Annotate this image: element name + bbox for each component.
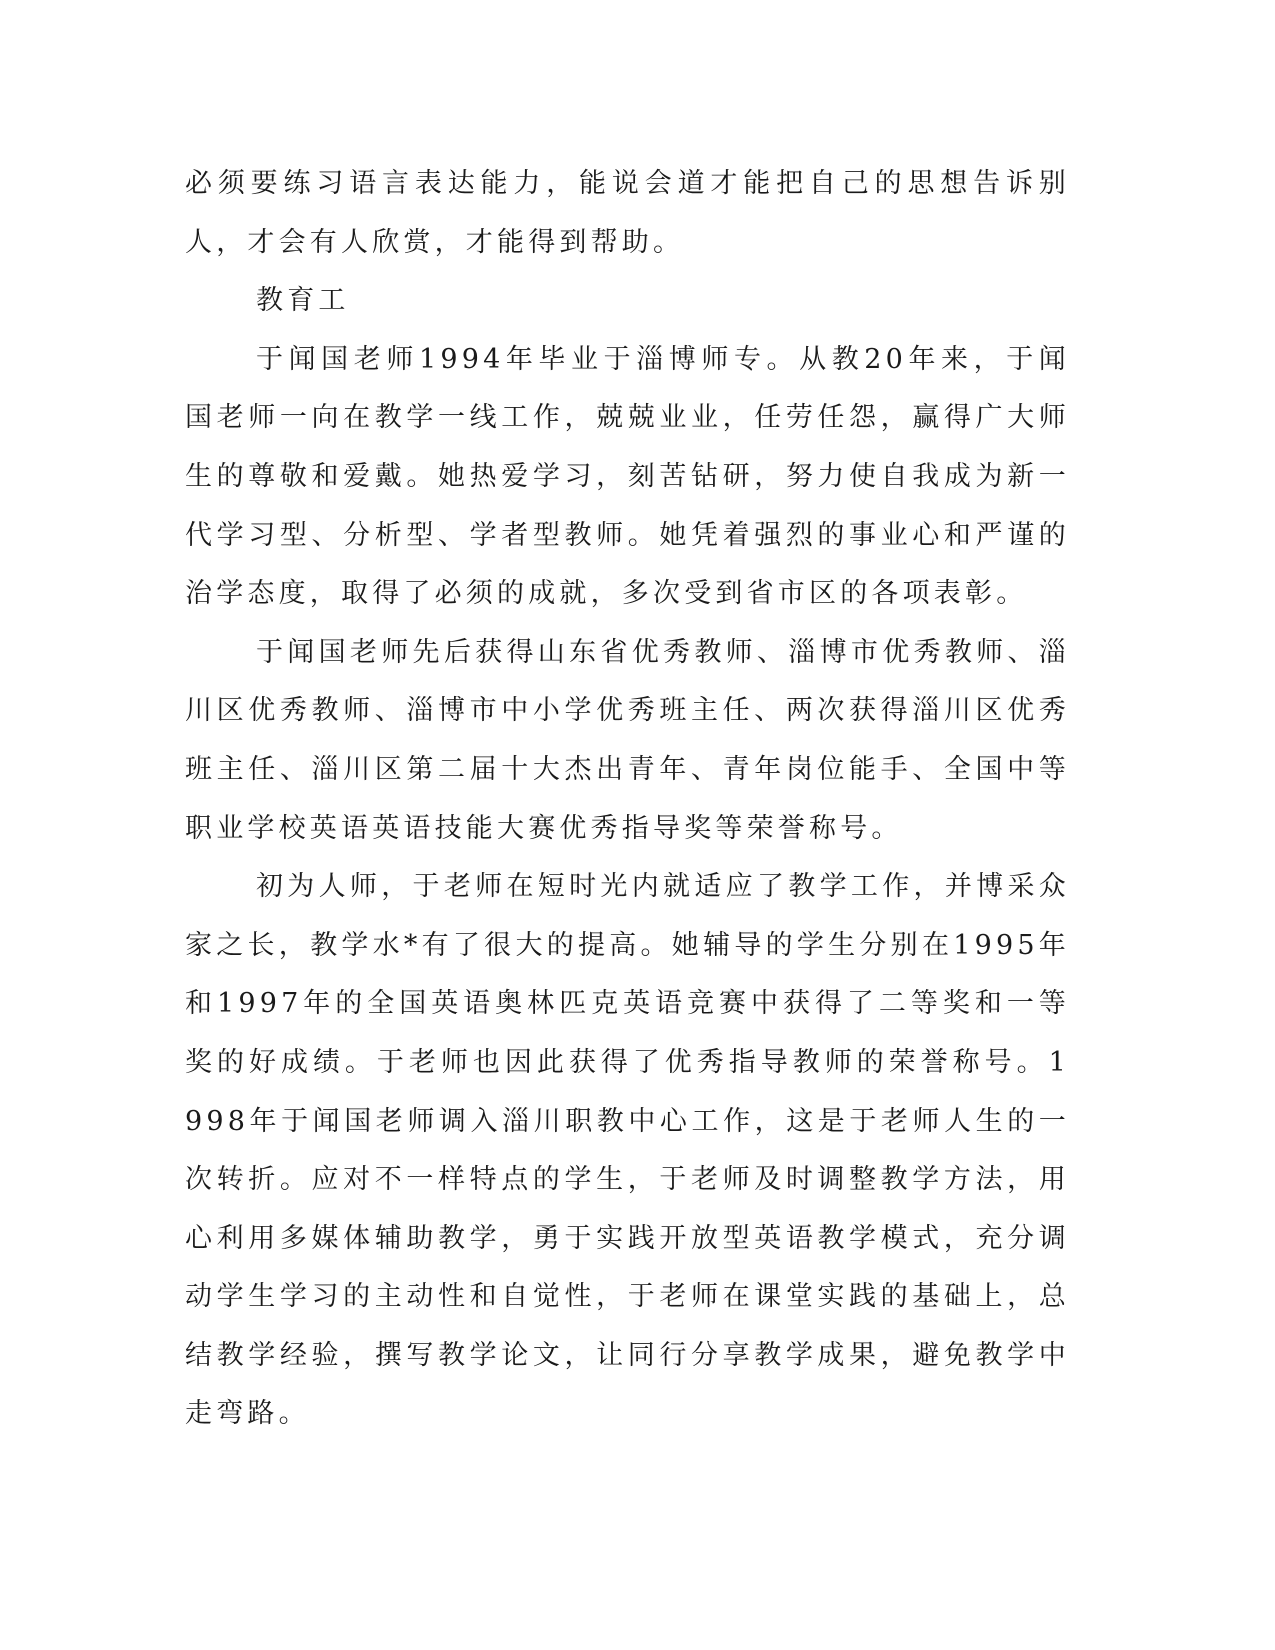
paragraph-intro: 于闻国老师1994年毕业于淄博师专。从教20年来，于闻国老师一向在教学一线工作，兢兢业业，任劳任怨，赢得广大师生的尊敬和爱戴。她热爱学习，刻苦钻研，努力使自我成为新一代学习型、分析型、学者型教师。她凭着强烈的事业心和严谨的治学态度，取得了必须的成就，多次受到省市区的各项表彰。 bbox=[185, 343, 1070, 610]
paragraph-continued: 必须要练习语言表达能力，能说会道才能把自己的思想告诉别人，才会有人欣赏，才能得到帮助。 bbox=[185, 168, 1070, 258]
document-body bbox=[185, 155, 1070, 1444]
paragraph-honors: 于闻国老师先后获得山东省优秀教师、淄博市优秀教师、淄川区优秀教师、淄博市中小学优秀班主任、两次获得淄川区优秀班主任、淄川区第二届十大杰出青年、青年岗位能手、全国中等职业学校英语英语技能大赛优秀指导奖等荣誉称号。 bbox=[185, 636, 1070, 844]
paragraph-heading: 教育工 bbox=[256, 285, 350, 317]
paragraph-career: 初为人师，于老师在短时光内就适应了教学工作，并博采众家之长，教学水*有了很大的提高。她辅导的学生分别在1995年和1997年的全国英语奥林匹克英语竞赛中获得了二等奖和一等奖的好成绩。于老师也因此获得了优秀指导教师的荣誉称号。1998年于闻国老师调入淄川职教中心工作，这是于老师人生的一次转折。应对不一样特点的学生，于老师及时调整教学方法，用心利用多媒体辅助教学，勇于实践开放型英语教学模式，充分调动学生学习的主动性和自觉性，于老师在课堂实践的基础上，总结教学经验，撰写教学论文，让同行分享教学成果，避免教学中走弯路。 bbox=[185, 871, 1070, 1430]
